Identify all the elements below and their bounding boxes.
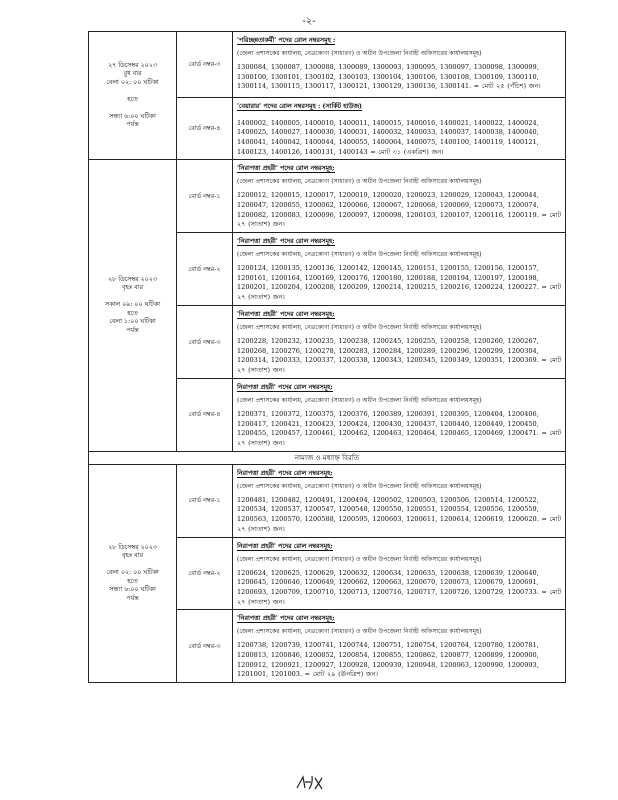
office-name: (জেলা প্রশাসকের কার্যালয়, নেত্রকোণা (সাধারণ) ও অধীন উপজেলা নির্বাহী অফিসারের কার্যালয়সমূহ) bbox=[237, 555, 482, 563]
date-line: সন্ধ্যা ৬:০০ ঘটিকা bbox=[109, 586, 156, 594]
roll-number-list: 1200738, 1200739, 1200741, 1200744, 1200751, 1200754, 1200764, 1200780, 1200781, 1200813, 1200846, 1200852, 1200854, 1200855, 1200862, 1200877, 1200899, 1200900, 1200912, 1200921, 1200927, 1200928, 1200939, 1200948, 1200963, 1200990, 1200993, 1201001, 1201003. = মোট ২৯ (ঊনত্রিশ) জন। bbox=[237, 641, 539, 679]
date-time-cell bbox=[89, 464, 177, 682]
post-heading bbox=[237, 309, 562, 320]
date-line: পর্যন্ত bbox=[126, 594, 139, 602]
date-line: বেলা ০২: ০০ ঘটিকা bbox=[106, 569, 159, 577]
post-heading-text: 'বেয়ারার' পদের রোল নম্বরসমূহ : (সার্কিট হাউজ) bbox=[237, 103, 362, 110]
roll-numbers-cell bbox=[233, 32, 566, 98]
post-heading bbox=[237, 35, 562, 46]
date-line: সন্ধ্যা ৬:০০ ঘটিকা bbox=[109, 112, 156, 120]
roll-numbers-cell bbox=[233, 537, 566, 610]
date-line bbox=[89, 104, 176, 113]
post-heading bbox=[237, 163, 562, 174]
post-heading bbox=[237, 382, 562, 393]
exam-schedule-table bbox=[88, 31, 566, 683]
roll-numbers-cell bbox=[233, 306, 566, 379]
date-line: হতে bbox=[127, 577, 138, 585]
post-heading bbox=[237, 101, 562, 112]
date-time-cell bbox=[89, 160, 177, 452]
post-heading-text: নিরাপত্তা প্রহরী' পদের রোল নম্বরসমূহ: bbox=[237, 384, 333, 391]
roll-number-list: 1200624, 1200625, 1200629, 1200632, 1200634, 1200635, 1200638, 1200639, 1200640, 1200645, 1200646, 1200649, 1200662, 1200663, 1200670, 1200673, 1200679, 1200691, 1200693, 1200709, 1200710, 1200713, 1200716, 1200717, 1200726, 1200729, 1200733. = মোট ২৭ (সাতাশ) জন। bbox=[237, 568, 562, 606]
board-number-cell: বোর্ড নম্বর-১ bbox=[177, 160, 233, 233]
date-line bbox=[89, 87, 176, 96]
board-number-cell: বোর্ড নম্বর-৩ bbox=[177, 32, 233, 98]
board-number-cell: বোর্ড নম্বর-৩ bbox=[177, 610, 233, 683]
date-line: ২৮ ডিসেম্বর ২০২৩ bbox=[108, 543, 157, 551]
post-heading-text: 'পরিচ্ছন্নতাকর্মী' পদের রোল নম্বরসমূহ : bbox=[237, 37, 336, 44]
date-line: সকাল ০৯: ০০ ঘটিকা bbox=[105, 301, 160, 309]
board-row bbox=[89, 464, 566, 537]
roll-number-list: 1400002, 1400005, 1400010, 1400011, 1400015, 1400016, 1400021, 1400022, 1400024, 1400025, 1400027, 1400030, 1400031, 1400032, 1400033, 1400037, 1400038, 1400040, 1400041, 1400042, 1400044, 1400055, 1400064, 1400075, 1400100, 1400119, 1400121, 1400123, 1400126, 1400131, 1400143 = মোট ৩১ (একত্রিশ) জন। bbox=[237, 118, 539, 156]
date-line: পর্যন্ত bbox=[126, 121, 139, 129]
date-line: বুধ বার bbox=[123, 70, 142, 78]
date-line: হতে bbox=[127, 309, 138, 317]
post-heading-text: 'নিরাপত্তা প্রহরী' পদের রোল নম্বরসমূহ: bbox=[237, 165, 335, 173]
board-number-cell: বোর্ড নম্বর-২ bbox=[177, 233, 233, 306]
board-number-cell: বোর্ড নম্বর-৪ bbox=[177, 98, 233, 160]
office-name: (জেলা প্রশাসকের কার্যালয়, নেত্রকোণা (সাধারণ) ও অধীন উপজেলা নির্বাহী অফিসারের কার্যালয়সমূহ) bbox=[237, 178, 482, 186]
office-name: (জেলা প্রশাসকের কার্যালয়, নেত্রকোণা (সাধারণ) ও অধীন উপজেলা নির্বাহী অফিসারের কার্যালয়সমূহ) bbox=[237, 397, 482, 404]
post-heading-text: 'নিরাপত্তা প্রহরী' পদের রোল নম্বরসমূহ: bbox=[237, 615, 335, 623]
board-row bbox=[89, 32, 566, 98]
board-number-cell: বোর্ড নম্বর-১ bbox=[177, 464, 233, 537]
date-line: বেলা ১:০০ ঘটিকা bbox=[109, 318, 156, 326]
roll-numbers-cell bbox=[233, 610, 566, 683]
board-number-cell: বোর্ড নম্বর-৩ bbox=[177, 306, 233, 379]
signature bbox=[295, 774, 325, 796]
date-line: বেলা ০২: ০০ ঘটিকা bbox=[106, 78, 159, 86]
roll-number-list: 1200481, 1200482, 1200491, 1200494, 1200502, 1200503, 1200506, 1200514, 1200522, 1200534, 1200537, 1200547, 1200548, 1200550, 1200551, 1200554, 1200556, 1200559, 1200563, 1200570, 1200588, 1200595, 1200603, 1200611, 1200614, 1200619, 1200620. = মোট ২৭ (সাতাশ) জন। bbox=[237, 495, 562, 533]
post-heading-text: 'নিরাপত্তা প্রহরী' পদের রোল নম্বরসমূহ: bbox=[237, 311, 335, 318]
office-name: (জেলা প্রশাসকের কার্যালয়, নেত্রকোণা (সাধারণ) ও অধীন উপজেলা নির্বাহী অফিসারের কার্যালয়সমূহ) bbox=[237, 628, 482, 636]
office-name: (জেলা প্রশাসকের কার্যালয়, নেত্রকোণা (সাধারণ) ও অধীন উপজেলা নির্বাহী অফিসারের কার্যালয়সমূহ) bbox=[237, 482, 482, 490]
date-line bbox=[89, 293, 176, 302]
date-line: পর্যন্ত bbox=[126, 326, 139, 334]
office-name: (জেলা প্রশাসকের কার্যালয়, নেত্রকোণা (সাধারণ) ও অধীন উপজেলা নির্বাহী অফিসারের কার্যালয়সমূহ) bbox=[237, 251, 482, 258]
roll-number-list: 1200371, 1200372, 1200375, 1200376, 1200389, 1200391, 1200395, 1200404, 1200406, 1200417, 1200421, 1200423, 1200424, 1200430, 1200437, 1200440, 1200449, 1200450, 1200455, 1200457, 1200461, 1200462, 1200463, 1200464, 1200465, 1200469, 1200471. = মোট ২৭ (সাতাশ) জন। bbox=[237, 410, 562, 448]
break-cell: নামাজ ও মধ্যাহ্ন বিরতি bbox=[89, 451, 566, 464]
date-line: বৃহঃ বার bbox=[122, 284, 143, 292]
post-heading bbox=[237, 236, 562, 247]
post-heading bbox=[237, 468, 562, 479]
date-line: ২৭ ডিসেম্বর ২০২৩ bbox=[108, 61, 157, 69]
board-number-cell: বোর্ড নম্বর-২ bbox=[177, 537, 233, 610]
date-line: বৃহঃ বার bbox=[122, 552, 143, 560]
post-heading-text: নিরাপত্তা প্রহরী' পদের রোল নম্বরসমূহ: bbox=[237, 469, 333, 477]
office-name: (জেলা প্রশাসকের কার্যালয়, নেত্রকোণা (সাধারণ) ও অধীন উপজেলা নির্বাহী অফিসারের কার্যালয়সমূহ) bbox=[237, 50, 482, 57]
roll-numbers-cell bbox=[233, 98, 566, 160]
page-number: -২- bbox=[302, 16, 316, 27]
roll-number-list: 1300084, 1300087, 1300088, 1300089, 1300093, 1300095, 1300097, 1300098, 1300099, 1300100, 1300101, 1300102, 1300103, 1300104, 1300106, 1300108, 1300109, 1300110, 1300114, 1300115, 1300117, 1300121, 1300129, 1300136, 1300141. = মোট ২৫ (পঁচিশ) জন। bbox=[237, 63, 541, 91]
roll-number-list: 1200228, 1200232, 1200235, 1200238, 1200245, 1200255, 1200258, 1200260, 1200267, 1200268, 1200276, 1200278, 1200283, 1200284, 1200289, 1200296, 1200299, 1200304, 1200314, 1200333, 1200337, 1200338, 1200343, 1200345, 1200349, 1200351, 1200369. = মোট ২৭ (সাতাশ) জন। bbox=[237, 337, 562, 375]
break-row bbox=[89, 451, 566, 464]
date-line bbox=[89, 561, 176, 570]
roll-numbers-cell bbox=[233, 160, 566, 233]
post-heading-text: 'নিরাপত্তা প্রহরী' পদের রোল নম্বরসমূহ: bbox=[237, 238, 335, 245]
roll-number-list: 1200124, 1200135, 1200136, 1200142, 1200145, 1200151, 1200155, 1200156, 1200157, 1200161, 1200164, 1200169, 1200176, 1200180, 1200188, 1200194, 1200197, 1200198, 1200201, 1200204, 1200208, 1200209, 1200214, 1200215, 1200216, 1200224, 1200227. = মোট ২৭ (সাতাশ) জন। bbox=[237, 264, 562, 302]
post-heading bbox=[237, 541, 562, 552]
date-line: হতে bbox=[127, 95, 138, 103]
roll-number-list: 1200012, 1200015, 1200017, 1200019, 1200020, 1200023, 1200029, 1200043, 1200044, 1200047, 1200055, 1200062, 1200066, 1200067, 1200068, 1200069, 1200073, 1200074, 1200082, 1200083, 1200096, 1200097, 1200098, 1200103, 1200107, 1200116, 1200119. = মোট ২৭ (সাতাশ) জন। bbox=[237, 191, 562, 229]
roll-numbers-cell bbox=[233, 233, 566, 306]
roll-numbers-cell bbox=[233, 464, 566, 537]
roll-numbers-cell bbox=[233, 379, 566, 452]
board-number-cell: বোর্ড নম্বর-৪ bbox=[177, 379, 233, 452]
office-name: (জেলা প্রশাসকের কার্যালয়, নেত্রকোণা (সাধারণ) ও অধীন উপজেলা নির্বাহী অফিসারের কার্যালয়সমূহ) bbox=[237, 324, 482, 331]
post-heading bbox=[237, 613, 562, 624]
signature-mark bbox=[295, 774, 325, 792]
board-row bbox=[89, 160, 566, 233]
date-line: ২৮ ডিসেম্বর ২০২৩ bbox=[108, 275, 157, 283]
date-time-cell bbox=[89, 32, 177, 160]
post-heading-text: নিরাপত্তা প্রহরী' পদের রোল নম্বরসমূহ: bbox=[237, 542, 333, 550]
